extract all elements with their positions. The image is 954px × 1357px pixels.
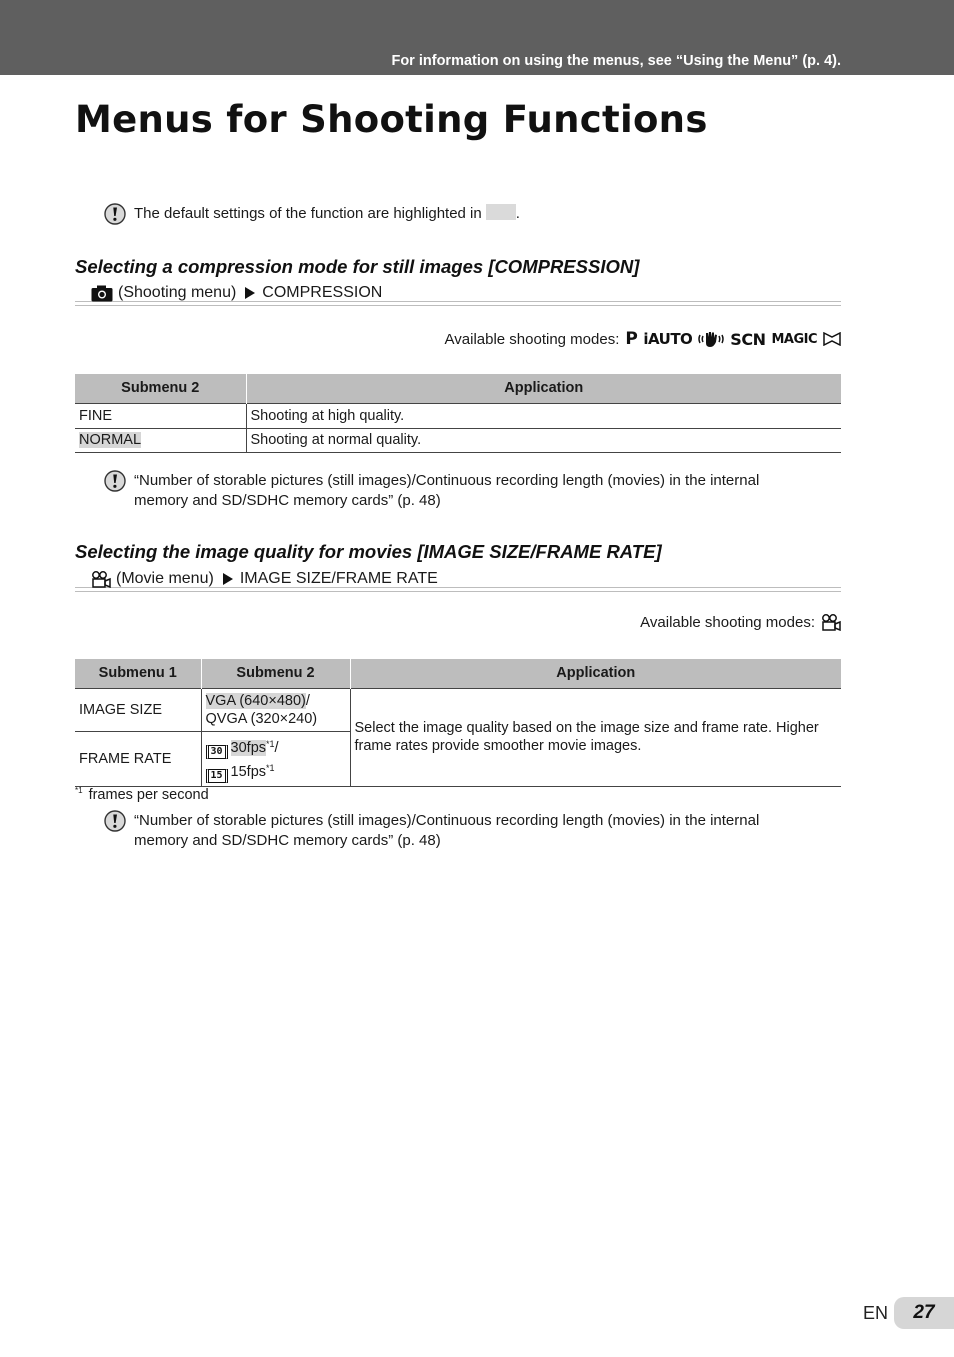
mode-magic-icon: MAGIC [771, 331, 817, 347]
page-number: 27 [894, 1297, 954, 1329]
page-title: Menus for Shooting Functions [75, 98, 708, 141]
top-banner [0, 0, 954, 75]
arrow-right-icon [245, 287, 255, 299]
movie-menu-path [75, 570, 841, 588]
caution-icon [104, 203, 126, 225]
compression-table [75, 374, 841, 453]
application-cell: Shooting at high quality. [246, 403, 841, 428]
caution-icon [104, 810, 126, 832]
mode-scn-icon: SCN [730, 329, 766, 349]
30fps-option-default: 30fps [230, 739, 267, 756]
arrow-right-icon [223, 573, 233, 585]
table-row [75, 403, 841, 428]
compression-menu-path [75, 284, 841, 302]
table-row: IMAGE SIZE VGA (640×480)/ QVGA (320×240) Select the image quality based on the image size and frame rate. Higher frame rates provide smoother movie images. [75, 688, 841, 731]
compression-item-label: COMPRESSION [262, 284, 383, 301]
col-submenu1: Submenu 1 [75, 659, 201, 688]
movie-camera-icon [91, 571, 111, 588]
movie-mode-icon [821, 614, 841, 631]
submenu1-cell: FRAME RATE [75, 731, 201, 786]
frame-rate-15-icon: 15 [206, 769, 228, 783]
available-modes-label: Available shooting modes: [640, 614, 815, 631]
language-code: EN [863, 1303, 889, 1323]
compression-heading: Selecting a compression mode for still images [COMPRESSION] [75, 256, 640, 277]
panorama-mode-icon [823, 332, 841, 346]
col-submenu2: Submenu 2 [75, 374, 246, 403]
frame-rate-30-icon: 30 [206, 745, 228, 759]
col-application: Application [246, 374, 841, 403]
image-size-heading: Selecting the image quality for movies [IMAGE SIZE/FRAME RATE] [75, 541, 662, 562]
shooting-menu-label: (Shooting menu) [118, 284, 237, 301]
image-stabilization-icon [698, 330, 724, 348]
application-cell: Select the image quality based on the image size and frame rate. Higher frame rates provide smoother movie images. [350, 688, 841, 786]
submenu-cell-default: NORMAL [79, 432, 142, 448]
caution-icon [104, 470, 126, 492]
submenu-cell: FINE [75, 403, 246, 428]
submenu1-cell: IMAGE SIZE [75, 688, 201, 731]
available-modes-movie [640, 614, 841, 631]
menu-reference-text: For information on using the menus, see “Using the Menu” (p. 4). [391, 53, 841, 69]
movie-menu-label: (Movie menu) [116, 570, 214, 587]
image-size-item-label: IMAGE SIZE/FRAME RATE [239, 570, 438, 587]
default-note-text: The default settings of the function are highlighted in [134, 205, 482, 222]
available-modes-still [445, 329, 841, 349]
mode-iauto-icon: iAUTO [643, 330, 693, 348]
col-submenu2: Submenu 2 [201, 659, 350, 688]
camera-icon [91, 285, 113, 302]
qvga-option: QVGA (320×240) [205, 710, 318, 727]
footnote [75, 786, 209, 803]
table-row: FRAME RATE 30 30fps$^{*1}$/ 15 15fps$^{*1}$ [75, 731, 841, 786]
15fps-option: 15fps [230, 763, 267, 780]
mode-p-icon: P [625, 329, 638, 349]
available-modes-label: Available shooting modes: [444, 330, 620, 348]
vga-option-default: VGA (640×480) [205, 692, 306, 709]
image-size-table [75, 659, 841, 787]
table-row [75, 428, 841, 452]
application-cell: Shooting at normal quality. [246, 428, 841, 452]
footnote-text: frames per second [88, 787, 209, 803]
footnote-mark: *1 [75, 786, 83, 795]
highlight-swatch [486, 204, 516, 220]
storage-note-text: “Number of storable pictures (still images)/Continuous recording length (movies) in the internal memory and SD/SDHC memory cards” (p. 48) [134, 472, 760, 509]
col-application: Application [350, 659, 841, 688]
storage-note-text: “Number of storable pictures (still images)/Continuous recording length (movies) in the internal memory and SD/SDHC memory cards” (p. 48) [134, 812, 760, 849]
